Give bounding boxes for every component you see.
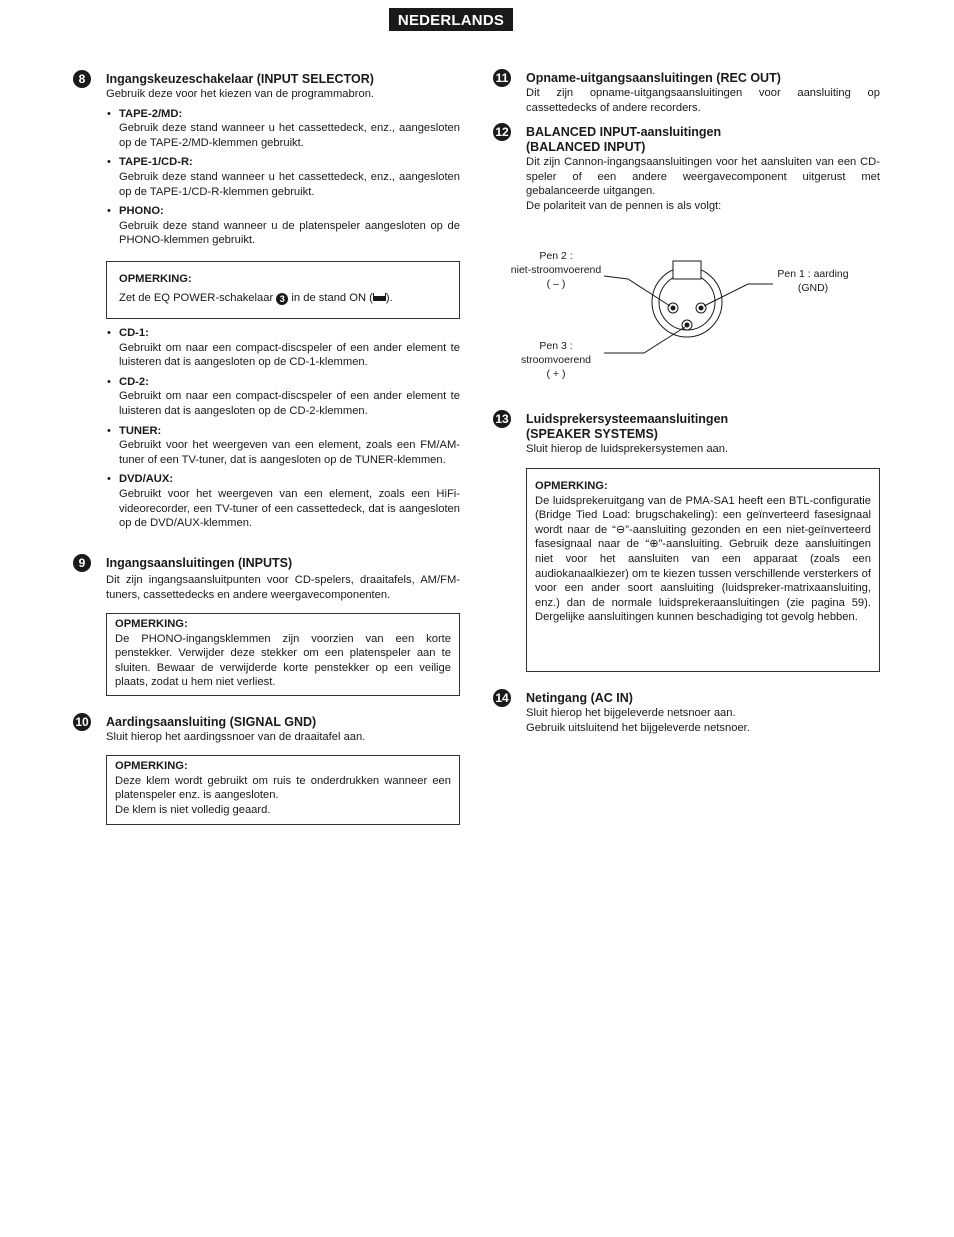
plus-terminal-icon: ⊕ bbox=[649, 538, 659, 551]
section-line: Sluit hierop het bijgeleverde netsnoer aan. bbox=[526, 707, 736, 719]
list-item-text: Gebruik deze stand wanneer u de platenspeler aangesloten op de PHONO-klemmen gebruikt. bbox=[119, 219, 460, 247]
section-title: Ingangskeuzeschakelaar (INPUT SELECTOR) bbox=[106, 72, 374, 86]
note-line: De klem is niet volledig geaard. bbox=[115, 803, 271, 816]
section-intro: Gebruik deze voor het kiezen van de programmabron. bbox=[106, 88, 375, 100]
section-balanced-input bbox=[495, 125, 880, 213]
connector-inner-ring bbox=[659, 274, 715, 330]
list-item-text: Gebruik deze stand wanneer u het cassettedeck, enz., aangesloten op de TAPE-1/CD-R-klemmen gebruikt. bbox=[119, 170, 460, 198]
note-box-eq-power bbox=[106, 261, 460, 319]
section-text: Dit zijn Cannon-ingangsaansluitingen voor het aansluiten van een CD-speler of een andere weergavecomponent uitgerust met gebalanceerde uitgangen. bbox=[526, 156, 880, 198]
pin-label-line: (GND) bbox=[797, 282, 829, 294]
note-text bbox=[119, 291, 447, 306]
pin-2-label bbox=[498, 249, 614, 291]
section-input-selector bbox=[78, 72, 460, 248]
pin-label-line: ( + ) bbox=[546, 368, 566, 380]
note-text-part: ). bbox=[385, 291, 393, 304]
list-item: • TAPE-1/CD-R: Gebruik deze stand wanneer u het cassettedeck, enz., aangesloten op de TAPE-1/CD-R-klemmen gebruikt. bbox=[107, 156, 460, 198]
list-item: • TAPE-2/MD: Gebruik deze stand wanneer u het cassettedeck, enz., aangesloten op de TAPE-2/MD-klemmen gebruikt. bbox=[107, 107, 460, 149]
pin-3-label bbox=[502, 339, 610, 381]
pin-label-line: Pen 2 : bbox=[539, 250, 573, 262]
list-item: • CD-1: Gebruikt om naar een compact-discspeler of een ander element te luisteren dat is aangesloten op de CD-1-klemmen. bbox=[107, 327, 460, 369]
section-text: Sluit hierop de luidsprekersystemen aan. bbox=[526, 443, 729, 455]
section-number-badge: 8 bbox=[73, 70, 91, 88]
list-item-label: CD-1: bbox=[119, 327, 149, 339]
section-title: Ingangsaansluitingen (INPUTS) bbox=[106, 556, 293, 570]
list-item: • DVD/AUX: Gebruikt voor het weergeven van een element, zoals een HiFi-videorecorder, een TV-tuner of een cassettedeck, dat is aangesloten op de DVD/AUX-klemmen. bbox=[107, 473, 460, 530]
note-title: OPMERKING: bbox=[119, 273, 192, 285]
switch-position-icon bbox=[373, 293, 386, 301]
section-title: Netingang (AC IN) bbox=[526, 691, 633, 705]
section-speaker-systems bbox=[495, 412, 880, 457]
note-text-part: De luidsprekeruitgang van de PMA-SA1 heeft een BTL-configuratie (Bridge Tied Load: brugschakeling): een geïnverteerd fasesignaal wordt naar de “ bbox=[535, 494, 871, 536]
input-selector-list-continued bbox=[106, 321, 460, 531]
section-title: Aardingsaansluiting (SIGNAL GND) bbox=[106, 715, 317, 729]
pin-label-line: Pen 1 : aarding bbox=[777, 268, 849, 280]
section-ac-in bbox=[495, 691, 880, 735]
note-text-part: ”-aansluiting gezonden en een niet-geïnverteerd fasesignaal naar de “ bbox=[535, 523, 871, 551]
ref-number-badge: 3 bbox=[276, 293, 288, 305]
section-line: Gebruik uitsluitend het bijgeleverde netsnoer. bbox=[526, 721, 750, 734]
section-number-badge: 11 bbox=[493, 69, 511, 87]
section-title: BALANCED INPUT-aansluitingen bbox=[526, 125, 722, 139]
section-inputs bbox=[78, 556, 460, 602]
connector-key-notch bbox=[673, 261, 701, 279]
note-box-btl bbox=[526, 468, 880, 672]
note-text: De PHONO-ingangsklemmen zijn voorzien van een korte penstekker. Verwijder deze stekker om een platenspeler aan te sluiten. Bewaar de verwijderde korte penstekker op een veilige plaats, zodat u hem niet verliest. bbox=[115, 632, 451, 689]
pin-label-line: stroomvoerend bbox=[520, 354, 592, 366]
list-item-text: Gebruikt om naar een compact-discspeler of een ander element te luisteren dat is aangesloten op de CD-2-klemmen. bbox=[119, 390, 460, 417]
section-signal-gnd bbox=[75, 715, 460, 745]
list-item-label: PHONO: bbox=[119, 205, 164, 218]
list-item-label: DVD/AUX: bbox=[119, 473, 174, 486]
section-subtitle: (SPEAKER SYSTEMS) bbox=[526, 427, 658, 441]
section-title: Luidsprekersysteemaansluitingen bbox=[526, 412, 729, 426]
note-title: OPMERKING: bbox=[115, 618, 188, 630]
note-text-part: in de stand ON ( bbox=[291, 291, 373, 304]
section-title: Opname-uitgangsaansluitingen (REC OUT) bbox=[526, 71, 781, 85]
section-text: De polariteit van de pennen is als volgt: bbox=[526, 199, 722, 212]
pin-3-leader-line bbox=[604, 327, 685, 353]
section-number-badge: 13 bbox=[493, 410, 511, 428]
section-subtitle: (BALANCED INPUT) bbox=[526, 140, 646, 154]
pin-1-label bbox=[768, 267, 858, 295]
section-number-badge: 14 bbox=[493, 689, 511, 707]
pin-label-line: ( – ) bbox=[546, 278, 566, 290]
note-box-signal-gnd bbox=[106, 755, 460, 825]
list-item-text: Gebruikt voor het weergeven van een element, zoals een FM/AM-tuner of een TV-tuner, dat is aangesloten op de TUNER-klemmen. bbox=[119, 439, 460, 466]
section-text: Dit zijn opname-uitgangsaansluitingen voor aansluiting op cassettedecks of andere recorders. bbox=[526, 87, 880, 114]
section-text: Sluit hierop het aardingssnoer van de draaitafel aan. bbox=[106, 731, 366, 743]
note-box-phono bbox=[106, 613, 460, 696]
section-number-badge: 9 bbox=[73, 554, 91, 572]
list-item: • PHONO: Gebruik deze stand wanneer u de platenspeler aangesloten op de PHONO-klemmen gebruikt. bbox=[107, 205, 460, 247]
section-number-badge: 12 bbox=[493, 123, 511, 141]
list-item-label: CD-2: bbox=[119, 375, 149, 388]
note-title: OPMERKING: bbox=[115, 760, 188, 772]
list-item-label: TAPE-2/MD: bbox=[119, 107, 183, 120]
note-text-part: ”-aansluiting. Gebruik deze aansluitingen niet voor het aansluiten van een apparaat (zoals een audiokanaalkiezer) om te kiezen tussen verschillende versterkers of voor een ander soort aansluiting (luidspreker-matrixaansluiting, enz.) dan de normale luidsprekeraansluitingen (zie pagina 59). Dergelijke aansluitingen kunnen beschadiging tot gevolg hebben. bbox=[535, 538, 871, 624]
section-rec-out bbox=[495, 71, 880, 115]
list-item-text: Gebruik deze stand wanneer u het cassettedeck, enz., aangesloten op de TAPE-2/MD-klemmen gebruikt. bbox=[119, 122, 460, 149]
section-text: Dit zijn ingangsaansluitpunten voor CD-spelers, draaitafels, AM/FM-tuners, cassettedecks en andere weergavecomponenten. bbox=[106, 574, 460, 601]
pin-label-line: Pen 3 : bbox=[539, 340, 573, 352]
note-line: Deze klem wordt gebruikt om ruis te onderdrukken wanneer een platenspeler enz. is aangesloten. bbox=[115, 774, 451, 802]
list-item: • CD-2: Gebruikt om naar een compact-discspeler of een ander element te luisteren dat is aangesloten op de CD-2-klemmen. bbox=[107, 375, 460, 417]
pin-label-line: niet-stroomvoerend bbox=[510, 264, 602, 276]
language-tab: NEDERLANDS bbox=[389, 8, 513, 31]
minus-terminal-icon: ⊖ bbox=[615, 523, 626, 536]
list-item-label: TAPE-1/CD-R: bbox=[119, 156, 193, 169]
note-text bbox=[535, 494, 871, 625]
note-title: OPMERKING: bbox=[535, 480, 608, 492]
list-item-label: TUNER: bbox=[119, 424, 162, 437]
list-item-text: Gebruikt om naar een compact-discspeler of een ander element te luisteren dat is aangesloten op de CD-1-klemmen. bbox=[119, 341, 460, 369]
list-item-text: Gebruikt voor het weergeven van een element, zoals een HiFi-videorecorder, een TV-tuner of een cassettedeck, dat is aangesloten op de DVD/AUX-klemmen. bbox=[119, 487, 460, 530]
note-text-part: Zet de EQ POWER-schakelaar bbox=[119, 291, 274, 304]
list-item: • TUNER: Gebruikt voor het weergeven van een element, zoals een FM/AM-tuner of een TV-tuner, dat is aangesloten op de TUNER-klemmen. bbox=[107, 424, 460, 466]
section-number-badge: 10 bbox=[73, 713, 91, 731]
